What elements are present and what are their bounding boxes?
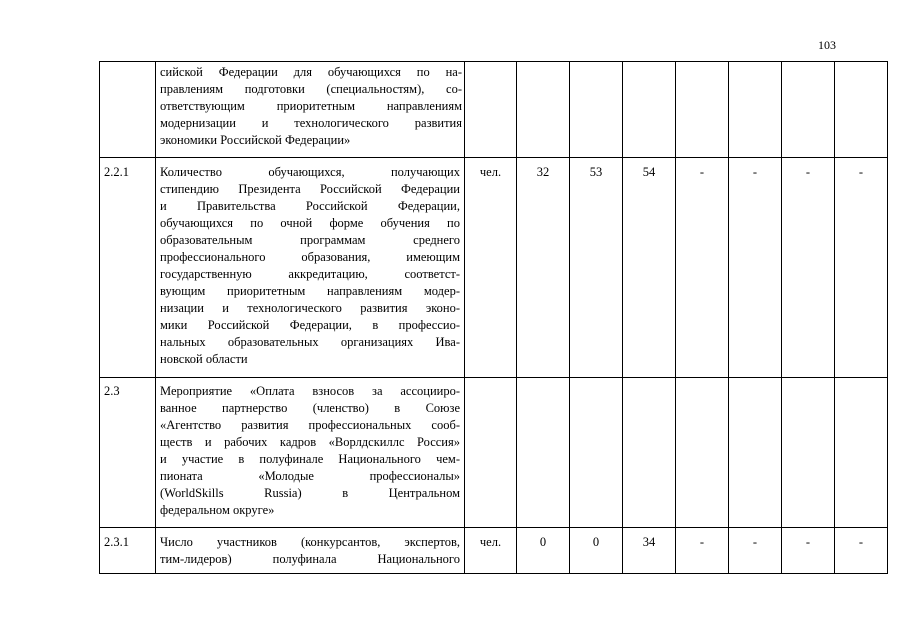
value-cell: - <box>782 528 835 574</box>
value-cell: - <box>782 158 835 378</box>
value-cell: 53 <box>570 158 623 378</box>
row-description-cell <box>156 528 465 574</box>
description-line: мики Российской Федерации, в профессио- <box>160 318 460 332</box>
value-cell <box>676 378 729 528</box>
row-description-cell <box>156 62 465 158</box>
unit-cell: чел. <box>465 528 517 574</box>
description-line: федеральном округе» <box>160 503 275 517</box>
value-cell <box>782 378 835 528</box>
unit-cell <box>465 378 517 528</box>
value-cell <box>729 378 782 528</box>
value-cell <box>623 378 676 528</box>
value-cell: - <box>729 528 782 574</box>
table-row <box>100 378 888 528</box>
value-cell: 32 <box>517 158 570 378</box>
description-line: новской области <box>160 352 248 366</box>
value-cell: - <box>835 528 888 574</box>
description-line: нальных образовательных организациях Ива- <box>160 335 460 349</box>
value-cell <box>729 62 782 158</box>
table-row <box>100 528 888 574</box>
description-line: ществ и рабочих кадров «Ворлдскиллс Россия» <box>160 435 460 449</box>
row-number-cell: 2.2.1 <box>100 158 156 378</box>
indicator-table <box>99 61 888 574</box>
description-line: Мероприятие «Оплата взносов за ассоцииро- <box>160 384 460 398</box>
table-row <box>100 158 888 378</box>
value-cell: - <box>676 158 729 378</box>
description-line: обучающихся по очной форме обучения по <box>160 216 460 230</box>
row-number-cell <box>100 62 156 158</box>
value-cell: - <box>835 158 888 378</box>
row-description-cell <box>156 378 465 528</box>
value-cell <box>517 378 570 528</box>
table-row <box>100 62 888 158</box>
description-line: образовательным программам среднего <box>160 233 460 247</box>
description-line: экономики Российской Федерации» <box>160 133 351 147</box>
value-cell <box>835 62 888 158</box>
description-line: ответствующим приоритетным направлениям <box>160 99 462 113</box>
unit-cell <box>465 62 517 158</box>
value-cell <box>676 62 729 158</box>
description-line: и участие в полуфинале Национального чем- <box>160 452 460 466</box>
value-cell <box>835 378 888 528</box>
value-cell: 54 <box>623 158 676 378</box>
description-line: низации и технологического развития эконо- <box>160 301 460 315</box>
description-line: модернизации и технологического развития <box>160 116 462 130</box>
description-line: тим-лидеров) полуфинала Национального <box>160 552 460 566</box>
value-cell: 0 <box>570 528 623 574</box>
value-cell <box>782 62 835 158</box>
description-line: ванное партнерство (членство) в Союзе <box>160 401 460 415</box>
description-line: Количество обучающихся, получающих <box>160 165 460 179</box>
description-line: государственную аккредитацию, соответст- <box>160 267 460 281</box>
description-line: пионата «Молодые профессионалы» <box>160 469 460 483</box>
description-line: вующим приоритетным направлениям модер- <box>160 284 460 298</box>
value-cell: 34 <box>623 528 676 574</box>
description-line: и Правительства Российской Федерации, <box>160 199 460 213</box>
value-cell <box>517 62 570 158</box>
value-cell: - <box>676 528 729 574</box>
unit-cell: чел. <box>465 158 517 378</box>
row-description-cell <box>156 158 465 378</box>
description-line: правлениям подготовки (специальностям), со- <box>160 82 462 96</box>
page-number: 103 <box>818 38 836 52</box>
description-line: «Агентство развития профессиональных сооб- <box>160 418 460 432</box>
value-cell: - <box>729 158 782 378</box>
description-line: сийской Федерации для обучающихся по на- <box>160 65 462 79</box>
description-line: профессионального образования, имеющим <box>160 250 460 264</box>
description-line: Число участников (конкурсантов, экспертов, <box>160 535 460 549</box>
value-cell <box>570 378 623 528</box>
row-number-cell: 2.3 <box>100 378 156 528</box>
description-line: (WorldSkills Russia) в Центральном <box>160 486 460 500</box>
row-number-cell: 2.3.1 <box>100 528 156 574</box>
value-cell: 0 <box>517 528 570 574</box>
value-cell <box>570 62 623 158</box>
description-line: стипендию Президента Российской Федерации <box>160 182 460 196</box>
value-cell <box>623 62 676 158</box>
